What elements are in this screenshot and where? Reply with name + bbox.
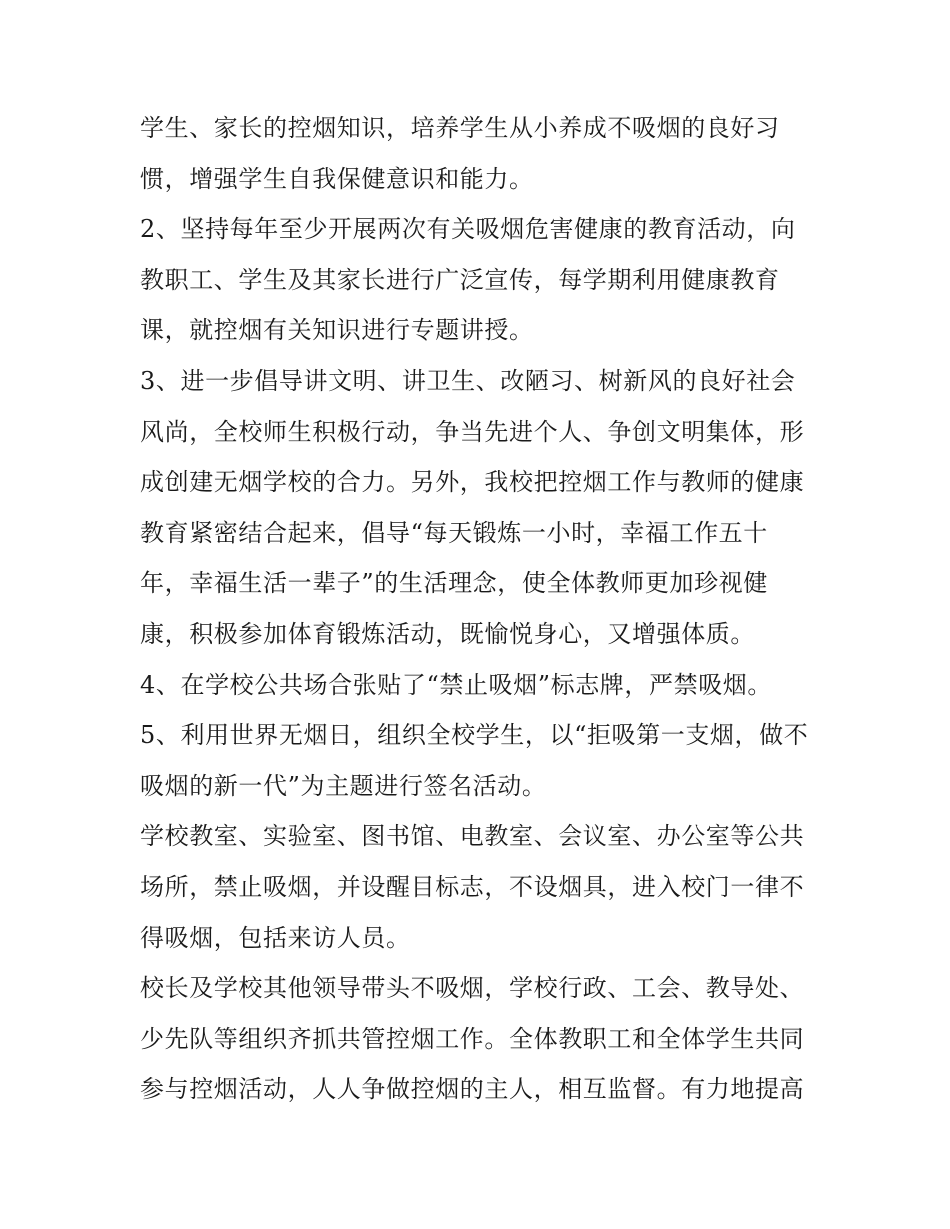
document-body	[140, 103, 815, 1115]
text-line: 成创建无烟学校的合力。另外，我校把控烟工作与教师的健康	[140, 468, 805, 497]
text-line: 康，积极参加体育锻炼活动，既愉悦身心，又增强体质。	[140, 619, 755, 648]
text-line: 学校教室、实验室、图书馆、电教室、会议室、办公室等公共	[140, 822, 805, 851]
text-line: 学生、家长的控烟知识，培养学生从小养成不吸烟的良好习	[140, 114, 780, 142]
text-line: 4、在学校公共场合张贴了“禁止吸烟”标志牌，严禁吸烟。	[140, 670, 773, 699]
text-line: 教职工、学生及其家长进行广泛宣传，每学期利用健康教育	[140, 265, 780, 294]
text-line: 场所，禁止吸烟，并设醒目标志，不设烟具，进入校门一律不	[140, 872, 805, 901]
text-line: 吸烟的新一代”为主题进行签名活动。	[140, 771, 547, 800]
text-line: 教育紧密结合起来，倡导“每天锻炼一小时，幸福工作五十	[140, 518, 768, 547]
text-line: 年，幸福生活一辈子”的生活理念，使全体教师更加珍视健	[140, 569, 768, 598]
text-line: 5、利用世界无烟日，组织全校学生，以“拒吸第一支烟，做不	[140, 721, 809, 750]
text-line: 风尚，全校师生积极行动，争当先进个人、争创文明集体，形	[140, 417, 805, 446]
text-line: 2、坚持每年至少开展两次有关吸烟危害健康的教育活动，向	[140, 215, 796, 244]
text-line: 得吸烟，包括来访人员。	[140, 923, 411, 952]
text-line: 课，就控烟有关知识进行专题讲授。	[140, 316, 534, 345]
text-line: 少先队等组织齐抓共管控烟工作。全体教职工和全体学生共同	[140, 1024, 805, 1053]
text-line: 校长及学校其他领导带头不吸烟，学校行政、工会、教导处、	[140, 974, 805, 1003]
text-line: 3、进一步倡导讲文明、讲卫生、改陋习、树新风的良好社会	[140, 366, 796, 395]
text-line: 惯，增强学生自我保健意识和能力。	[140, 164, 534, 193]
text-line: 参与控烟活动，人人争做控烟的主人，相互监督。有力地提高	[140, 1075, 805, 1104]
